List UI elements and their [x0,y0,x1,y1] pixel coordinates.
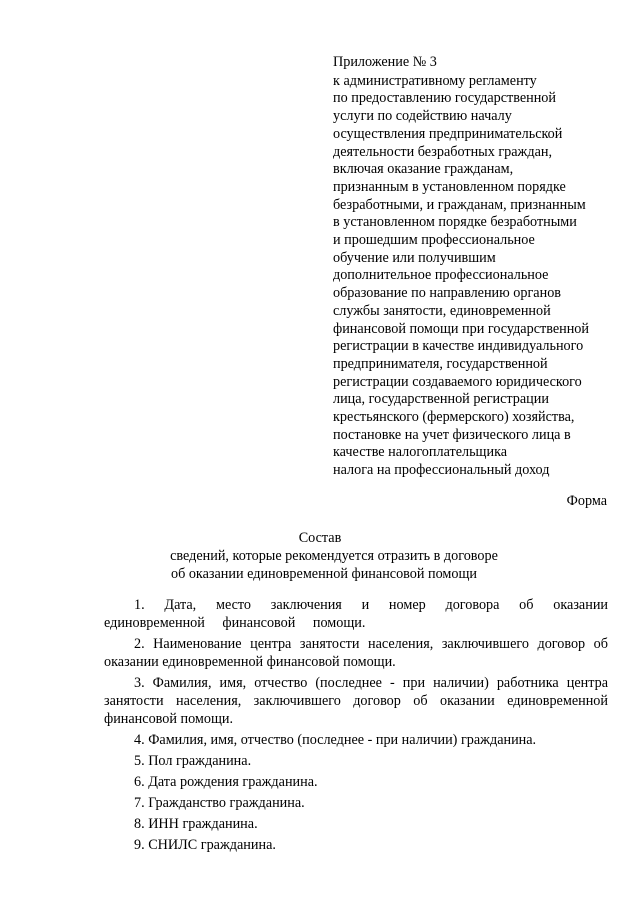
appendix-line: обучение или получившим [333,249,496,266]
appendix-line: регистрации создаваемого юридического [333,373,582,390]
heading-title: Состав [298,530,342,546]
appendix-line: и прошедшим профессиональное [333,232,535,249]
list-item: 7. Гражданство гражданина. [134,795,305,811]
appendix-line: финансовой помощи при государственной [333,320,589,337]
appendix-line: крестьянского (фермерского) хозяйства, [333,409,575,426]
appendix-line: дополнительное профессиональное [333,267,549,284]
appendix-line: по предоставлению государственной [333,90,556,107]
appendix-line: качестве налогоплательщика [333,444,508,461]
heading-subtitle: сведений, которые рекомендуется отразить в договоре [170,548,498,564]
list-item: 1. Дата, место заключения и номер договора об оказании единовременной финансовой помощи. [104,597,608,631]
appendix-line: услуги по содействию началу [333,108,512,125]
appendix-title: Приложение № 3 [333,54,437,70]
appendix-line: налога на профессиональный доход [333,462,550,479]
list-item: 8. ИНН гражданина. [134,816,258,832]
appendix-line: осуществления предпринимательской [333,125,563,142]
appendix-line: в установленном порядке безработными [333,214,577,231]
appendix-line: предпринимателя, государственной [333,355,548,372]
appendix-line: регистрации в качестве индивидуального [333,338,584,355]
list-item: 4. Фамилия, имя, отчество (последнее - при наличии) гражданина. [134,732,537,748]
list-item: 3. Фамилия, имя, отчество (последнее - при наличии) работника центра занятости населения, заключившего договор об оказании единовременной финансовой помощи. [104,675,608,727]
appendix-line: службы занятости, единовременной [333,302,551,319]
appendix-line: деятельности безработных граждан, [333,143,553,160]
appendix-line: включая оказание гражданам, [333,161,514,178]
list-item: 2. Наименование центра занятости населения, заключившего договор об оказании единовременной финансовой помощи. [104,636,608,670]
list-item: 9. СНИЛС гражданина. [134,837,276,853]
list-item: 6. Дата рождения гражданина. [134,774,318,790]
items-list [104,596,608,857]
appendix-line: признанным в установленном порядке [333,178,566,195]
appendix-line: образование по направлению органов [333,285,561,302]
appendix-line: лица, государственной регистрации [333,391,549,408]
list-item: 5. Пол гражданина. [134,753,252,769]
heading-subtitle-continued: об оказании единовременной финансовой помощи [170,566,478,582]
appendix-line: к административному регламенту [333,72,537,89]
appendix-block [333,54,633,480]
document-heading [0,529,640,583]
appendix-line: постановке на учет физического лица в [333,426,571,443]
appendix-line: безработными, и гражданам, признанным [333,196,586,213]
form-label: Форма [566,493,607,509]
